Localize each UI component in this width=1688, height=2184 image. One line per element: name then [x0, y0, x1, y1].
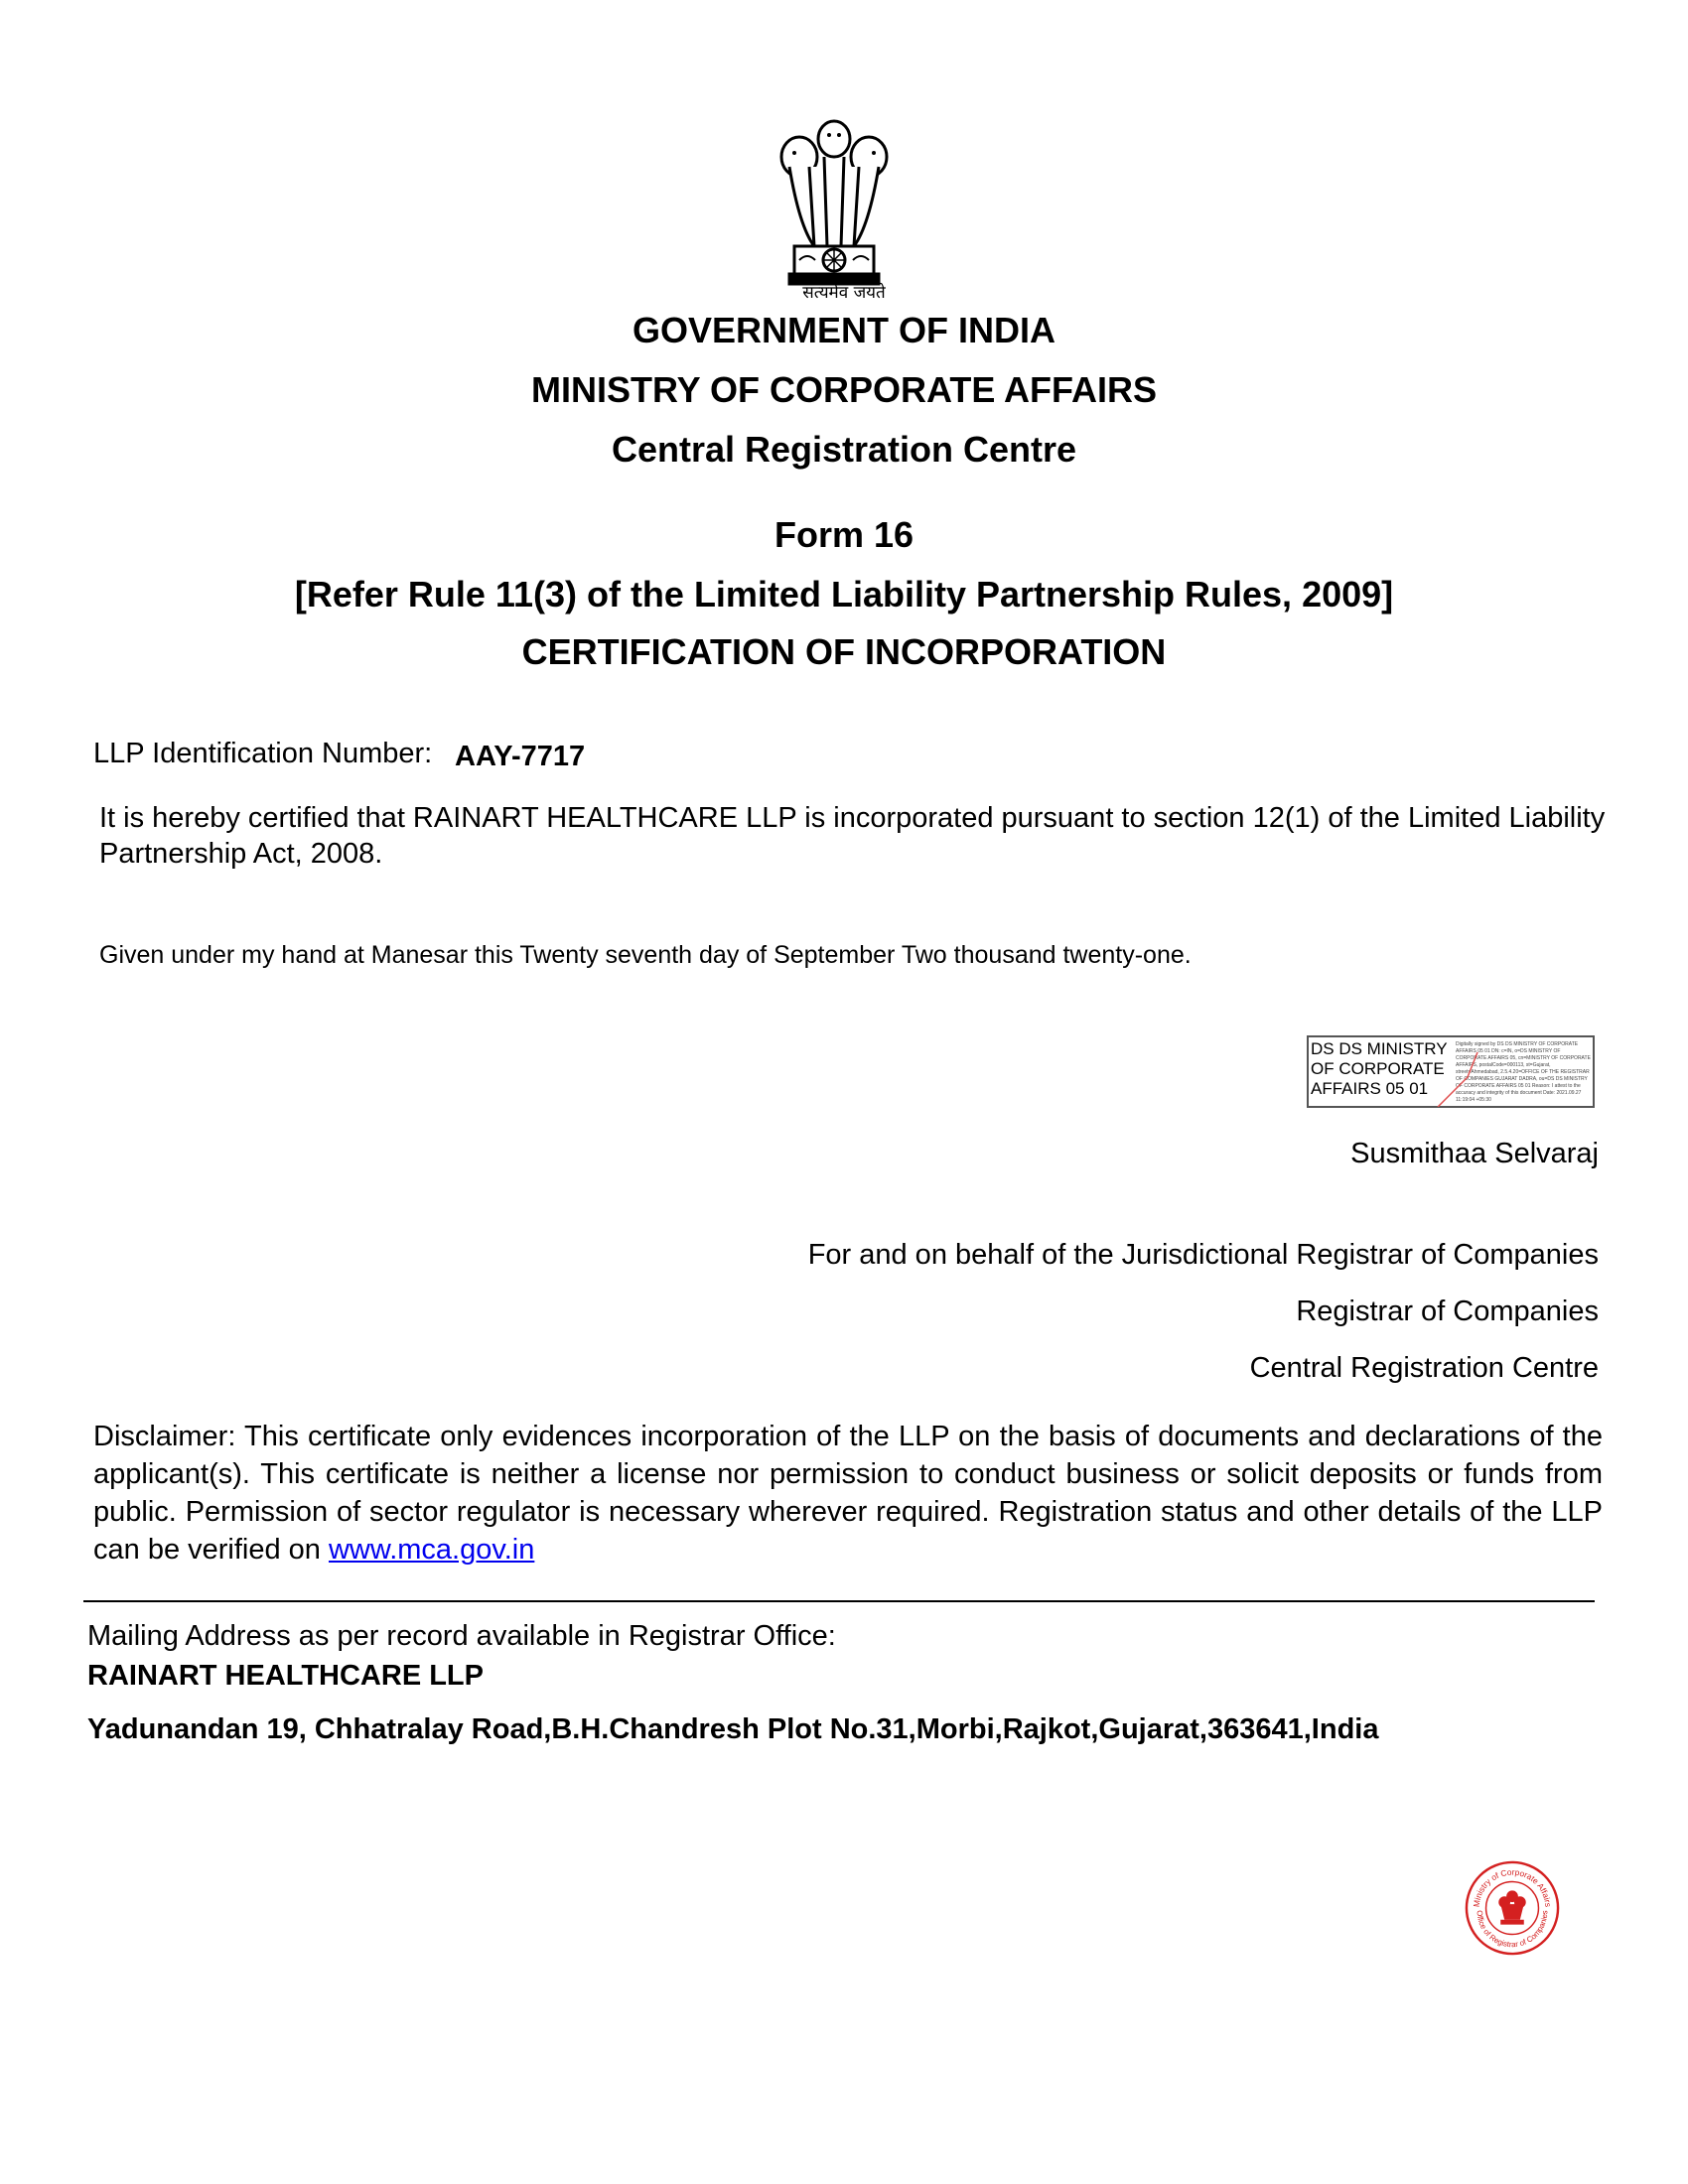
rule-reference: [Refer Rule 11(3) of the Limited Liability Partnership Rules, 2009] — [294, 574, 1394, 614]
form-title: Form 16 — [774, 514, 914, 555]
certification-paragraph: It is hereby certified that RAINART HEALTHCARE LLP is incorporated pursuant to section 12(1) of the Limited Liability Partnership Act, 2008. — [99, 802, 1606, 870]
divider — [83, 1600, 1595, 1602]
digital-signature-box — [1307, 1035, 1595, 1108]
signatory-name: Susmithaa Selvaraj — [1350, 1138, 1599, 1169]
certificate-heading: CERTIFICATION OF INCORPORATION — [521, 631, 1167, 672]
llp-id-value: AAY-7717 — [455, 741, 586, 772]
mailing-address-label: Mailing Address as per record available in Registrar Office: — [87, 1620, 836, 1652]
ministry-seal-icon — [1464, 1859, 1561, 1957]
signatory-title: Registrar of Companies — [1296, 1296, 1599, 1327]
signature-signer-name: DS DS MINISTRY OF CORPORATE AFFAIRS 05 01 — [1311, 1039, 1448, 1098]
given-under-hand-text: Given under my hand at Manesar this Twenty seventh day of September Two thousand twenty-one. — [99, 941, 1192, 969]
signature-check-icon — [1428, 1047, 1487, 1107]
disclaimer-paragraph — [93, 1418, 1603, 1569]
signatory-behalf-line: For and on behalf of the Jurisdictional Registrar of Companies — [807, 1239, 1599, 1271]
emblem-motto: सत्यमेव जयते — [802, 283, 886, 303]
disclaimer-text: Disclaimer: This certificate only evidences incorporation of the LLP on the basis of documents and declarations of the applicant(s). This certificate is neither a license nor permission to conduct business or solicit deposits or funds from public. Permission of sector regulator is necessary wherever required. Registration status and other details of the LLP can be verified on — [93, 1421, 1603, 1566]
mailing-llp-name: RAINART HEALTHCARE LLP — [87, 1660, 484, 1692]
signature-details: Digitally signed by DS DS MINISTRY OF CORPORATE AFFAIRS 05 01 DN: c=IN, o=DS MINISTRY OF CORPORATE AFFAIRS 05, cn=MINISTRY OF CORPORATE AFFAIRS, postalCode=000113, st=Gujarat, street=Ahmedabad, 2.5.4.20=OFFICE OF THE REGISTRAR OF COMPANIES GUJARAT DADRA, ou=DS DS MINISTRY OF CORPORATE AFFAIRS 05 01 Reason: I attest to the accuracy and integrity of this document Date: 2021.09.27 11:19:04 +05:30 — [1456, 1041, 1591, 1103]
seal-top-text: Ministry of Corporate Affairs — [1471, 1866, 1554, 1908]
mca-website-link[interactable]: www.mca.gov.in — [328, 1534, 535, 1566]
national-emblem-icon — [760, 107, 909, 306]
ministry-heading: MINISTRY OF CORPORATE AFFAIRS — [530, 369, 1158, 410]
mailing-address: Yadunandan 19, Chhatralay Road,B.H.Chandresh Plot No.31,Morbi,Rajkot,Gujarat,363641,India — [87, 1713, 1379, 1745]
signatory-office: Central Registration Centre — [1249, 1352, 1599, 1384]
government-heading: GOVERNMENT OF INDIA — [632, 310, 1055, 350]
centre-heading: Central Registration Centre — [611, 429, 1077, 470]
seal-bottom-text: Office of Registrar of Companies — [1475, 1910, 1550, 1950]
llp-id-label: LLP Identification Number: — [93, 738, 433, 769]
